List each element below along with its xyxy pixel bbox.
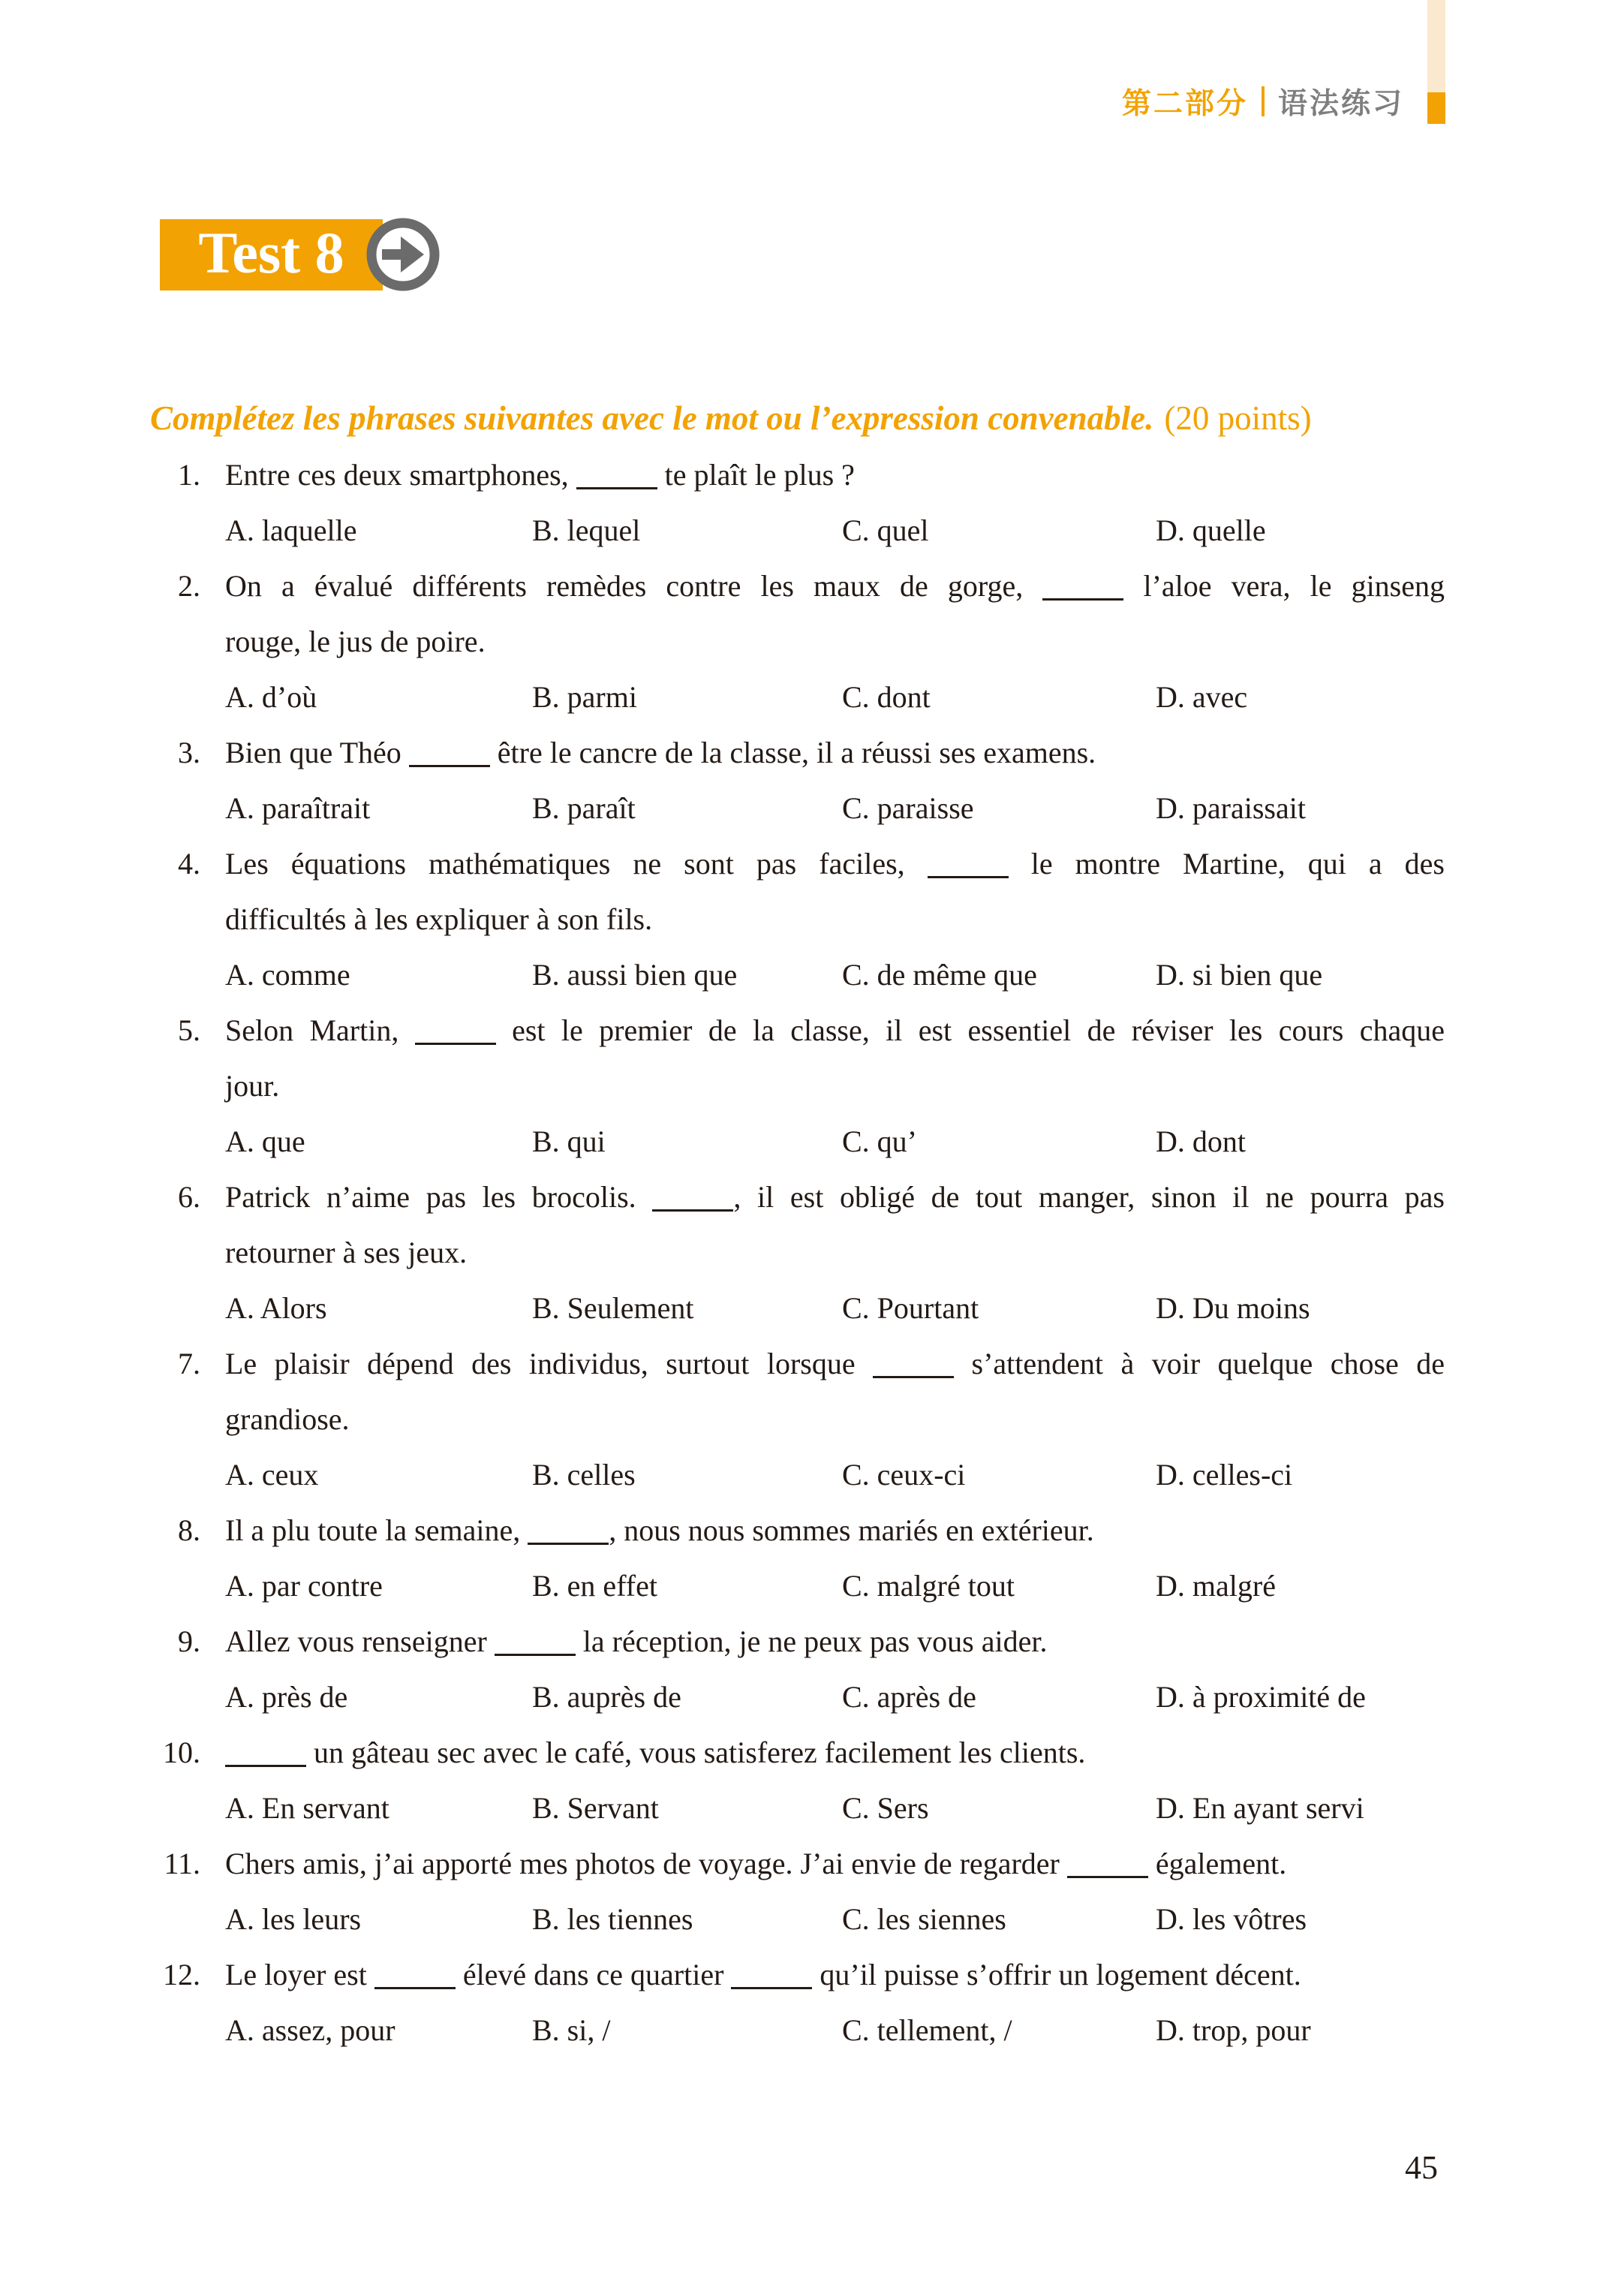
question-number: 8. bbox=[178, 1513, 200, 1547]
blank-underline bbox=[1067, 1846, 1148, 1878]
option-item: C. Pourtant bbox=[842, 1291, 979, 1325]
option-item: A. Alors bbox=[225, 1291, 327, 1325]
option-item: D. avec bbox=[1156, 680, 1248, 714]
question-number: 2. bbox=[178, 569, 200, 603]
option-item: A. ceux bbox=[225, 1458, 319, 1492]
options-row bbox=[225, 1281, 1445, 1336]
options-row bbox=[225, 1781, 1445, 1836]
option-item: A. d’où bbox=[225, 680, 317, 714]
blank-underline bbox=[873, 1346, 954, 1378]
question-text-line: Il a plu toute la semaine, , nous nous sommes mariés en extérieur. bbox=[225, 1513, 1094, 1547]
option-item: A. comme bbox=[225, 958, 350, 992]
option-item: D. malgré bbox=[1156, 1569, 1276, 1603]
page-edge-bar-light bbox=[1427, 0, 1445, 92]
blank-underline bbox=[225, 1735, 306, 1767]
option-item: C. dont bbox=[842, 680, 931, 714]
options-row bbox=[225, 1447, 1445, 1503]
option-item: B. auprès de bbox=[532, 1680, 681, 1714]
question-number: 7. bbox=[178, 1347, 200, 1380]
blank-underline bbox=[374, 1957, 456, 1989]
option-item: C. malgré tout bbox=[842, 1569, 1015, 1603]
question-text-line: Allez vous renseigner la réception, je ne peux pas vous aider. bbox=[225, 1624, 1048, 1658]
option-item: B. Servant bbox=[532, 1791, 659, 1825]
option-item: D. dont bbox=[1156, 1124, 1246, 1158]
option-item: D. à proximité de bbox=[1156, 1680, 1366, 1714]
option-item: D. En ayant servi bbox=[1156, 1791, 1364, 1825]
option-item: C. paraisse bbox=[842, 791, 974, 825]
question-text-line: On a évalué différents remèdes contre les maux de gorge, l’aloe vera, le ginseng bbox=[225, 569, 1445, 603]
blank-underline bbox=[409, 735, 490, 767]
option-item: D. trop, pour bbox=[1156, 2013, 1311, 2047]
question-text-continuation: difficultés à les expliquer à son fils. bbox=[225, 902, 653, 936]
option-item: C. les siennes bbox=[842, 1902, 1006, 1936]
question-text-continuation: rouge, le jus de poire. bbox=[225, 625, 486, 658]
question-text-line: Entre ces deux smartphones, te plaît le plus ? bbox=[225, 458, 855, 492]
chapter-header bbox=[1122, 84, 1404, 119]
option-item: C. ceux-ci bbox=[842, 1458, 966, 1492]
option-item: A. que bbox=[225, 1124, 305, 1158]
option-item: D. celles-ci bbox=[1156, 1458, 1293, 1492]
option-item: B. paraît bbox=[532, 791, 636, 825]
option-item: B. Seulement bbox=[532, 1291, 694, 1325]
exercise-instruction bbox=[150, 399, 1312, 438]
question-text-line: Les équations mathématiques ne sont pas faciles, le montre Martine, qui a des bbox=[225, 847, 1445, 881]
option-item: A. les leurs bbox=[225, 1902, 362, 1936]
option-item: A. En servant bbox=[225, 1791, 389, 1825]
option-item: B. en effet bbox=[532, 1569, 657, 1603]
option-item: A. laquelle bbox=[225, 513, 357, 547]
option-item: A. près de bbox=[225, 1680, 348, 1714]
option-item: D. les vôtres bbox=[1156, 1902, 1307, 1936]
question-text-line: Patrick n’aime pas les brocolis. , il est obligé de tout manger, sinon il ne pourra pas bbox=[225, 1180, 1445, 1214]
option-item: C. qu’ bbox=[842, 1124, 917, 1158]
chapter-part-label: 第二部分 bbox=[1122, 88, 1249, 120]
page-edge-bar-orange bbox=[1427, 92, 1445, 124]
question-number: 9. bbox=[178, 1624, 200, 1658]
question-number: 3. bbox=[178, 736, 200, 769]
option-item: B. parmi bbox=[532, 680, 637, 714]
option-item: D. quelle bbox=[1156, 513, 1266, 547]
options-row bbox=[225, 781, 1445, 836]
option-item: B. si, / bbox=[532, 2013, 611, 2047]
question-number: 11. bbox=[164, 1847, 200, 1880]
instruction-text: Complétez les phrases suivantes avec le mot ou l’expression convenable. bbox=[150, 399, 1154, 437]
options-row bbox=[225, 1669, 1445, 1725]
question-text-continuation: grandiose. bbox=[225, 1402, 350, 1436]
options-row bbox=[225, 947, 1445, 1003]
option-item: C. quel bbox=[842, 513, 929, 547]
question-number: 5. bbox=[178, 1013, 200, 1047]
option-item: C. de même que bbox=[842, 958, 1037, 992]
blank-underline bbox=[495, 1624, 576, 1656]
question-text-continuation: retourner à ses jeux. bbox=[225, 1236, 468, 1269]
question-number: 12. bbox=[163, 1958, 200, 1991]
header-divider bbox=[1262, 86, 1265, 116]
option-item: D. paraissait bbox=[1156, 791, 1306, 825]
blank-underline bbox=[731, 1957, 812, 1989]
option-item: B. lequel bbox=[532, 513, 641, 547]
question-number: 4. bbox=[178, 847, 200, 881]
option-item: B. celles bbox=[532, 1458, 636, 1492]
chapter-section-label: 语法练习 bbox=[1278, 88, 1405, 120]
options-row bbox=[225, 2003, 1445, 2058]
option-item: C. après de bbox=[842, 1680, 976, 1714]
question-number: 10. bbox=[163, 1736, 200, 1769]
question-text-line: Le plaisir dépend des individus, surtout lorsque s’attendent à voir quelque chose de bbox=[225, 1347, 1445, 1380]
page-number: 45 bbox=[1405, 2149, 1438, 2186]
question-text-line: Bien que Théo être le cancre de la classe, il a réussi ses examens. bbox=[225, 736, 1096, 769]
option-item: B. qui bbox=[532, 1124, 606, 1158]
option-item: A. par contre bbox=[225, 1569, 383, 1603]
question-text-line: un gâteau sec avec le café, vous satisferez facilement les clients. bbox=[225, 1725, 1445, 1781]
blank-underline bbox=[652, 1179, 733, 1212]
question-number: 6. bbox=[178, 1180, 200, 1214]
arrow-circle-icon bbox=[365, 217, 441, 292]
options-row bbox=[225, 670, 1445, 725]
blank-underline bbox=[928, 846, 1009, 878]
options-row bbox=[225, 503, 1445, 558]
question-number: 1. bbox=[178, 458, 200, 492]
option-item: B. aussi bien que bbox=[532, 958, 738, 992]
test-number-badge: Test 8 bbox=[160, 219, 383, 291]
question-text-continuation: jour. bbox=[225, 1069, 280, 1103]
question-text-line: Selon Martin, est le premier de la classe, il est essentiel de réviser les cours chaque bbox=[225, 1013, 1445, 1047]
option-item: C. tellement, / bbox=[842, 2013, 1012, 2047]
options-row bbox=[225, 1892, 1445, 1947]
question-text-line: Chers amis, j’ai apporté mes photos de voyage. J’ai envie de regarder également. bbox=[225, 1847, 1287, 1880]
options-row bbox=[225, 1558, 1445, 1614]
blank-underline bbox=[415, 1013, 496, 1045]
option-item: A. assez, pour bbox=[225, 2013, 395, 2047]
blank-underline bbox=[528, 1513, 609, 1545]
instruction-points: (20 points) bbox=[1164, 399, 1312, 437]
options-row bbox=[225, 1114, 1445, 1170]
blank-underline bbox=[576, 457, 657, 489]
option-item: A. paraîtrait bbox=[225, 791, 371, 825]
option-item: C. Sers bbox=[842, 1791, 929, 1825]
option-item: D. si bien que bbox=[1156, 958, 1323, 992]
option-item: B. les tiennes bbox=[532, 1902, 693, 1936]
blank-underline bbox=[1042, 568, 1123, 601]
question-text-line: Le loyer est élevé dans ce quartier qu’il puisse s’offrir un logement décent. bbox=[225, 1958, 1301, 1991]
option-item: D. Du moins bbox=[1156, 1291, 1310, 1325]
